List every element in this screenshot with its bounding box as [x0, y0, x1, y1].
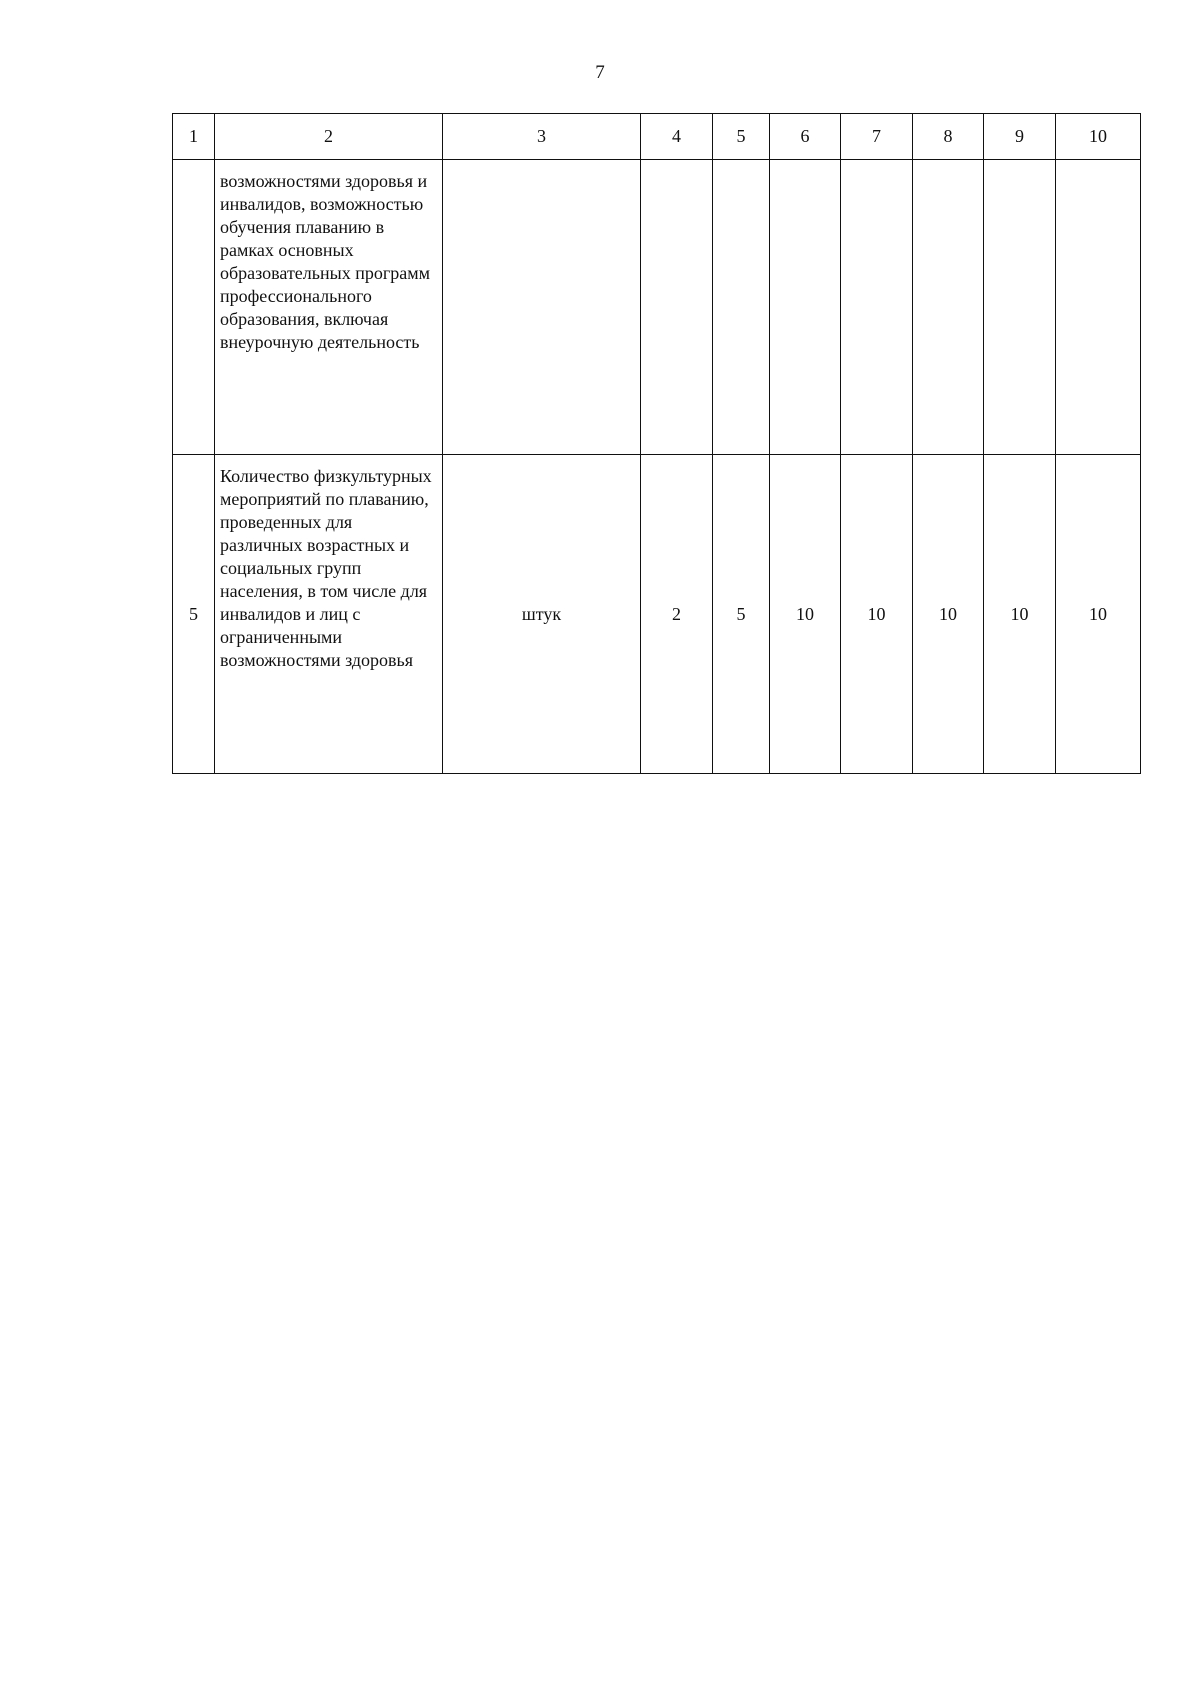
row-number-cell	[173, 160, 215, 455]
value-cell: 2	[641, 455, 713, 774]
indicator-description-cell: Количество физкультурных мероприятий по плаванию, проведенных для различных возрастных и социальных групп населения, в том числе для инвалидов и лиц с ограниченными возможностями здоровья	[215, 455, 443, 774]
indicator-description-cell: возможностями здоровья и инвалидов, возможностью обучения плаванию в рамках основных образовательных программ профессионального образования, включая внеурочную деятельность	[215, 160, 443, 455]
value-cell	[641, 160, 713, 455]
value-cell	[913, 160, 984, 455]
table-header-cell: 6	[770, 114, 841, 160]
table-header-cell: 5	[713, 114, 770, 160]
value-cell: 10	[841, 455, 913, 774]
table-header-cell: 7	[841, 114, 913, 160]
value-cell	[770, 160, 841, 455]
value-cell: 10	[1056, 455, 1141, 774]
table-row	[173, 455, 1141, 774]
value-cell: 10	[913, 455, 984, 774]
table-header-cell: 10	[1056, 114, 1141, 160]
table-header-cell: 3	[443, 114, 641, 160]
unit-cell	[443, 160, 641, 455]
value-cell: 5	[713, 455, 770, 774]
value-cell	[713, 160, 770, 455]
table-header-row	[173, 114, 1141, 160]
table-header-cell: 4	[641, 114, 713, 160]
table-row	[173, 160, 1141, 455]
value-cell	[984, 160, 1056, 455]
value-cell	[1056, 160, 1141, 455]
indicators-table	[172, 113, 1141, 774]
table-header-cell: 9	[984, 114, 1056, 160]
page-number: 7	[595, 62, 605, 83]
unit-cell: штук	[443, 455, 641, 774]
table-header-cell: 2	[215, 114, 443, 160]
table-header-cell: 8	[913, 114, 984, 160]
value-cell: 10	[770, 455, 841, 774]
table-header-cell: 1	[173, 114, 215, 160]
value-cell: 10	[984, 455, 1056, 774]
value-cell	[841, 160, 913, 455]
row-number-cell: 5	[173, 455, 215, 774]
